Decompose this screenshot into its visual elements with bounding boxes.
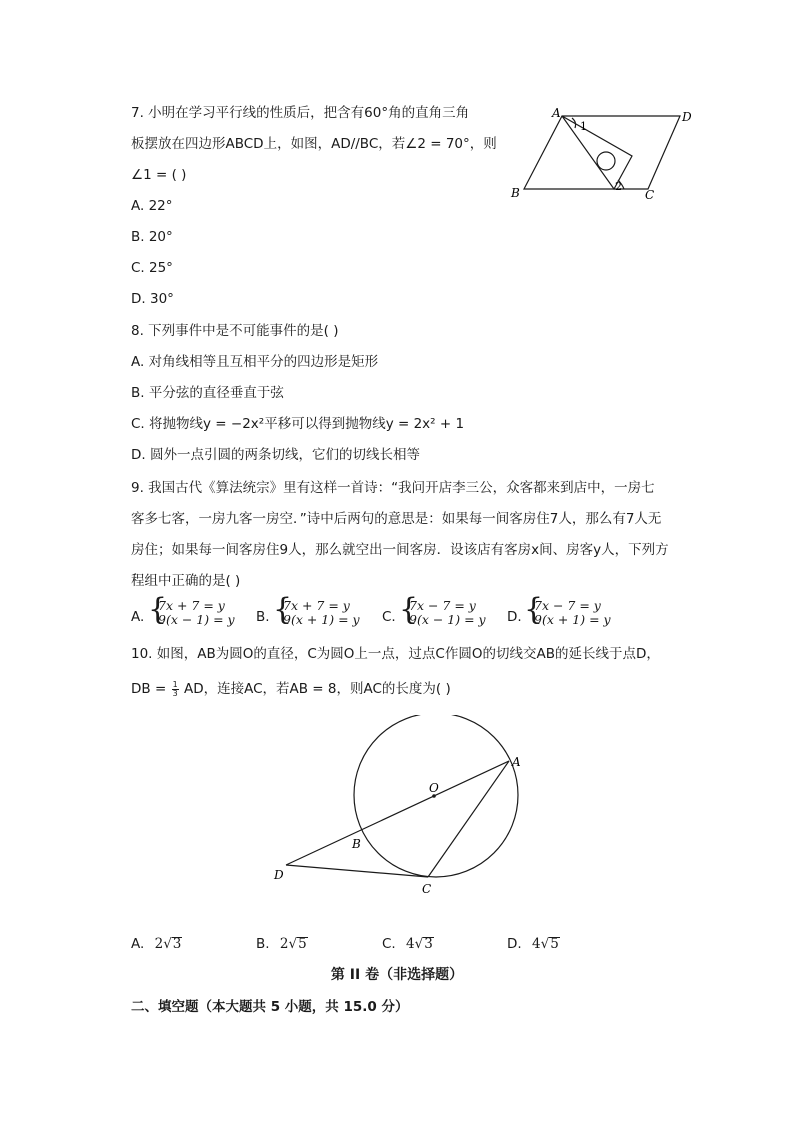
q9-stem-line4: 程组中正确的是( ): [131, 573, 241, 589]
q10-b-coef: 2: [279, 936, 289, 952]
q8-option-a: A. 对角线相等且互相平分的四边形是矩形: [131, 354, 379, 370]
q10-c-label: C.: [382, 936, 396, 952]
q10-b-radicand: 5: [298, 936, 307, 952]
q9-stem-line3: 房住；如果每一间客房住9人，那么就空出一间客房．设该店有客房x间、房客y人，下列方: [131, 542, 669, 558]
fig7-label-b: B: [511, 186, 520, 200]
section-title: 第 II 卷（非选择题）: [330, 967, 464, 983]
q10-frac-num: 1: [172, 679, 178, 689]
fig10-label-c: C: [422, 882, 432, 896]
set-square-triangle: [562, 116, 632, 189]
q10-d-label: D.: [507, 936, 522, 952]
q10-d-coef: 4: [531, 936, 541, 952]
q9-d-eq2: 9(x + 1) = y: [534, 612, 611, 627]
set-square-hole: [597, 152, 615, 170]
q7-stem-line2: 板摆放在四边形ABCD上，如图，AD//BC，若∠2 = 70°，则: [131, 136, 497, 152]
chord-ac: [428, 761, 509, 877]
q9-stem-line2: 客多七客，一房九客一房空．”诗中后两句的意思是：如果每一间客房住7人，那么有7人无: [131, 511, 662, 527]
fig7-label-c: C: [645, 188, 655, 202]
q10-a-coef: 2: [154, 936, 164, 952]
q9-d-eq1: 7x − 7 = y: [534, 598, 601, 613]
q10-stem-rest: AD，连接AC，若AB = 8，则AC的长度为( ): [183, 681, 451, 697]
q8-option-c: C. 将抛物线y = −2x²平移可以得到抛物线y = 2x² + 1: [131, 416, 465, 432]
fig10-label-a: A: [512, 755, 521, 769]
q9-a-eq1: 7x + 7 = y: [158, 598, 225, 613]
q7-option-d: D. 30°: [131, 291, 174, 307]
line-da: [286, 761, 509, 865]
q10-fraction: [172, 681, 179, 698]
q10-d-radicand: 5: [550, 936, 559, 952]
q9-option-c-label: C.: [382, 609, 396, 625]
fig7-angle-2: 2: [615, 180, 622, 193]
q10-a-label: A.: [131, 936, 145, 952]
q10-c-coef: 4: [406, 936, 415, 952]
q8-option-d: D. 圆外一点引圆的两条切线，它们的切线长相等: [131, 447, 420, 463]
q10-option-b: B. 2√5: [256, 936, 307, 952]
q10-stem-line2: [131, 680, 451, 698]
q10-option-c: C. 4√3: [382, 936, 433, 952]
q7-option-a: A. 22°: [131, 198, 173, 214]
q9-option-d-label: D.: [507, 609, 522, 625]
q7-option-b: B. 20°: [131, 229, 173, 245]
circle-o: [354, 715, 518, 877]
q10-a-radicand: 3: [172, 936, 182, 952]
q9-b-eq2: 9(x + 1) = y: [283, 612, 360, 627]
fig7-angle-1: 1: [580, 120, 587, 133]
q7-stem-line3: ∠1 = ( ): [131, 167, 187, 183]
q10-option-d: D. 4√5: [507, 936, 559, 952]
q9-b-eq1: 7x + 7 = y: [283, 598, 350, 613]
q9-stem-line1: 9. 我国古代《算法统宗》里有这样一首诗：“我问开店李三公，众客都来到店中，一房七: [131, 480, 655, 496]
fig7-label-d: D: [682, 110, 692, 124]
q10-db-prefix: DB =: [131, 681, 167, 697]
fig10-label-d: D: [274, 868, 284, 882]
q10-b-label: B.: [256, 936, 270, 952]
fig10-label-b: B: [352, 837, 361, 851]
q10-c-radicand: 3: [424, 936, 433, 952]
q9-option-a-label: A.: [131, 609, 145, 625]
q9-c-eq1: 7x − 7 = y: [409, 598, 476, 613]
q10-stem-line1: 10. 如图，AB为圆O的直径，C为圆O上一点，过点C作圆O的切线交AB的延长线于点D，: [131, 646, 660, 662]
q7-option-c: C. 25°: [131, 260, 173, 276]
q8-stem: 8. 下列事件中是不可能事件的是( ): [131, 323, 339, 339]
q9-c-eq2: 9(x − 1) = y: [409, 612, 486, 627]
part-two-heading: 二、填空题（本大题共 5 小题，共 15.0 分）: [131, 999, 409, 1015]
q9-a-eq2: 9(x − 1) = y: [158, 612, 235, 627]
q10-option-a: A. 2√3: [131, 936, 182, 952]
fig10-label-o: O: [429, 781, 439, 795]
q10-figure-circle: [265, 715, 540, 900]
q7-figure-parallelogram: [505, 100, 705, 205]
q10-frac-den: 3: [172, 688, 178, 698]
q8-option-b: B. 平分弦的直径垂直于弦: [131, 385, 284, 401]
q9-option-b-label: B.: [256, 609, 270, 625]
fig7-label-a: A: [552, 106, 561, 120]
q7-stem-line1: 7. 小明在学习平行线的性质后，把含有60°角的直角三角: [131, 105, 470, 121]
